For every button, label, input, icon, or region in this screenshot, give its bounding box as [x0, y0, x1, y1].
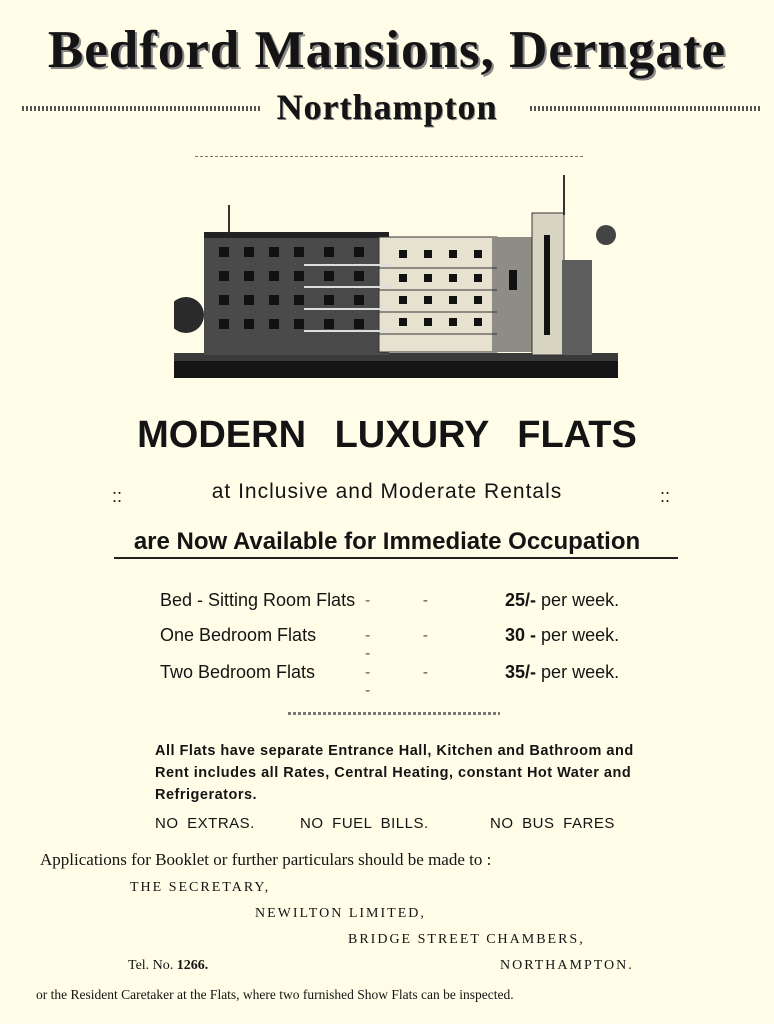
features-text: All Flats have separate Entrance Hall, Kitchen and Bathroom and Rent includes all Rates, Central Heating, constant Hot Water and Refrigerators.: [155, 743, 634, 803]
rate-amount: 35/-: [505, 662, 537, 682]
tagline-mark-left: ::: [112, 486, 123, 506]
rate-name: Bed - Sitting Room Flats: [160, 590, 356, 610]
page-title: Bedford Mansions, Derngate: [47, 21, 727, 79]
address-line: BRIDGE STREET CHAMBERS,: [348, 932, 585, 947]
applications-text: Applications for Booklet or further particulars should be made to :: [40, 850, 492, 869]
rate-leader: - -: [365, 592, 453, 609]
title-rule-right: [530, 106, 760, 111]
address-line: NEWILTON LIMITED,: [255, 906, 426, 921]
rate-price: [505, 625, 619, 646]
rate-leader: - - -: [365, 664, 453, 699]
rate-amount: 25/-: [505, 590, 537, 610]
divider: [288, 712, 500, 715]
address-line: THE SECRETARY,: [130, 880, 271, 895]
no-fuel-bills-label: NO FUEL BILLS.: [300, 815, 429, 832]
rate-amount: 30 -: [505, 625, 537, 645]
rate-price: [505, 662, 619, 683]
tel-label: Tel. No.: [128, 958, 174, 973]
footer-text: or the Resident Caretaker at the Flats, where two furnished Show Flats can be inspected.: [36, 987, 514, 1002]
rate-unit: per week.: [541, 662, 620, 682]
availability-underline: [114, 557, 678, 559]
rate-name: Two Bedroom Flats: [160, 662, 316, 682]
rate-name: One Bedroom Flats: [160, 625, 317, 645]
building-illustration: [174, 175, 618, 380]
no-bus-fares-label: NO BUS FARES: [490, 815, 615, 832]
tagline: at Inclusive and Moderate Rentals: [211, 480, 563, 503]
headline: MODERN LUXURY FLATS: [137, 414, 637, 456]
no-extras-label: NO EXTRAS.: [155, 815, 255, 832]
address-town: NORTHAMPTON.: [500, 958, 634, 973]
divider: [195, 156, 585, 157]
rate-price: [505, 590, 619, 611]
rate-unit: per week.: [541, 590, 620, 610]
rate-leader: - - -: [365, 627, 453, 662]
tagline-mark-right: ::: [660, 486, 671, 506]
rate-unit: per week.: [541, 625, 620, 645]
tel-number: 1266.: [176, 958, 209, 973]
availability-heading: are Now Available for Immediate Occupation: [133, 528, 641, 555]
page-subtitle: Northampton: [276, 87, 498, 127]
telephone: [128, 958, 208, 974]
